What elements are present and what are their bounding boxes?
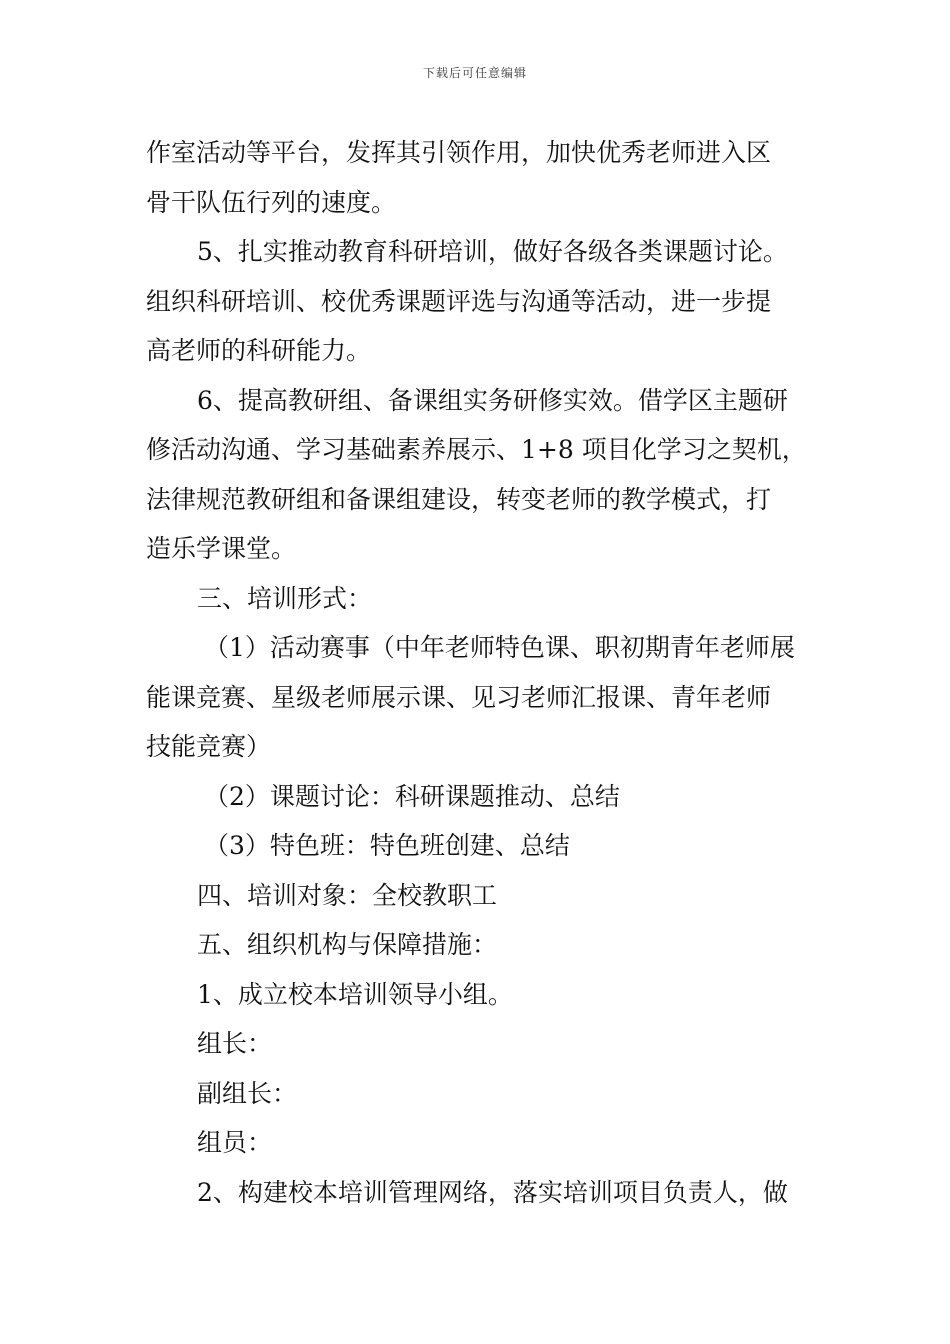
text-line: 造乐学课堂。 [146,534,297,563]
text-line: 作室活动等平台，发挥其引领作用，加快优秀老师进入区 [146,138,772,167]
text-line: 技能竞赛） [146,732,272,761]
text-line: 组长： [197,1029,273,1058]
section-heading: 四、培训对象：全校教职工 [197,880,498,910]
text-line: 组织科研培训、校优秀课题评选与沟通等活动，进一步提 [146,286,772,316]
text-line: 2、构建校本培训管理网络，落实培训项目负责人，做 [197,1177,788,1207]
section-heading: 三、培训形式： [197,583,373,613]
document-body [146,128,810,1217]
text-line: 6、提高教研组、备课组实务研修实效。借学区主题研 [197,385,788,415]
section-heading: 五、组织机构与保障措施： [197,930,498,959]
text-line: （1）活动赛事（中年老师特色课、职初期青年老师展 [204,633,795,662]
page-header: 下载后可任意编辑 [422,66,527,80]
text-line: 能课竞赛、星级老师展示课、见习老师汇报课、青年老师 [146,682,772,712]
text-line: 组员： [197,1128,273,1157]
text-line: 副组长： [197,1078,298,1108]
text-line: 骨干队伍行列的速度。 [146,187,397,217]
text-line: 1、成立校本培训领导小组。 [197,979,513,1009]
text-line: 5、扎实推动教育科研培训，做好各级各类课题讨论。 [197,237,788,266]
text-line: （3）特色班：特色班创建、总结 [204,831,570,860]
text-line: 法律规范教研组和备课组建设，转变老师的教学模式，打 [146,484,772,514]
text-line: 修活动沟通、学习基础素养展示、1+8 项目化学习之契机， [146,435,807,464]
text-line: 高老师的科研能力。 [146,336,372,365]
text-line: （2）课题讨论：科研课题推动、总结 [204,781,620,811]
